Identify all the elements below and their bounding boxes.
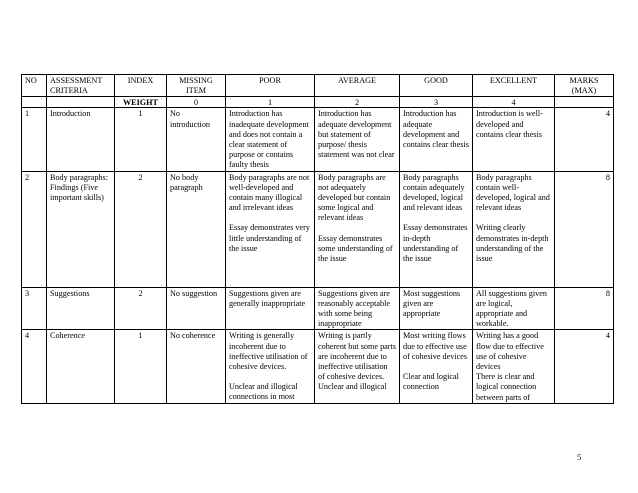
header-excellent: EXCELLENT [473,75,555,97]
row-index: 2 [115,287,167,330]
weight-label: WEIGHT [115,97,167,108]
row-poor: Introduction has inadequate development and does not contain a clear statement of purpose or contains faulty thesis [226,108,315,171]
table-row [22,108,614,171]
row-index: 1 [115,108,167,171]
table-row [22,330,614,403]
row-excellent-text: Body paragraphs contain well-developed, logical and relevant ideas [476,172,550,213]
row-poor-text-2: Essay demonstrates very little understanding of the issue [229,223,310,253]
row-poor: Suggestions given are generally inappropriate [226,287,315,330]
row-missing: No body paragraph [167,171,226,287]
row-number: 2 [22,171,47,287]
row-excellent [473,330,555,403]
header-poor: POOR [226,75,315,97]
header-criteria: ASSESSMENT CRITERIA [47,75,115,97]
row-missing: No introduction [167,108,226,171]
row-average-text: Writing is partly coherent but some parts are incoherent due to ineffective utilisation of cohesive devices. [318,331,396,382]
row-good-text-2: Clear and logical connection [403,372,459,392]
header-good: GOOD [400,75,473,97]
header-missing-item: MISSING ITEM [167,75,226,97]
row-average-text: Body paragraphs are not adequately developed but contain some logical and relevant ideas [318,172,391,223]
row-good-text: Body paragraphs contain adequately developed, logical and relevant ideas [403,172,465,213]
row-missing: No suggestion [167,287,226,330]
row-average [315,171,400,287]
row-marks: 4 [555,330,614,403]
row-criteria: Introduction [47,108,115,171]
weight-excellent: 4 [473,97,555,108]
row-good-text: Most writing flows due to effective use of cohesive devices [403,331,468,361]
row-excellent [473,171,555,287]
row-poor-text-2: Unclear and illogical connections in most [229,382,298,402]
row-excellent-text-2: Writing clearly demonstrates in-depth understanding of the issue [476,223,549,264]
row-number: 4 [22,330,47,403]
row-poor [226,330,315,403]
header-index: INDEX [115,75,167,97]
row-missing: No coherence [167,330,226,403]
weight-row [22,97,614,108]
weight-blank-criteria [47,97,115,108]
row-average-text-2: Essay demonstrates some understanding of the issue [318,233,393,264]
weight-good: 3 [400,97,473,108]
row-poor-text: Body paragraphs are not well-developed and contain many illogical and irrelevant ideas [229,172,310,213]
row-index: 1 [115,330,167,403]
row-criteria: Body paragraphs: Findings (Five important skills) [47,171,115,287]
row-average [315,330,400,403]
assessment-rubric-table [21,74,614,404]
table-row [22,287,614,330]
header-row [22,75,614,97]
row-marks: 4 [555,108,614,171]
page-number: 5 [577,452,582,462]
row-good-text-2: Essay demonstrates in-depth understanding of the issue [403,223,468,264]
row-number: 3 [22,287,47,330]
row-good [400,171,473,287]
row-criteria: Coherence [47,330,115,403]
row-marks: 8 [555,171,614,287]
row-average: Suggestions given are reasonably acceptable with some being inappropriate [315,287,400,330]
row-criteria: Suggestions [47,287,115,330]
row-excellent: Introduction is well-developed and contains clear thesis [473,108,555,171]
table-row [22,171,614,287]
row-marks: 8 [555,287,614,330]
row-number: 1 [22,108,47,171]
row-excellent: All suggestions given are logical, appropriate and workable. [473,287,555,330]
weight-blank-marks [555,97,614,108]
row-excellent-text-2: There is clear and logical connection between parts of [476,372,537,402]
weight-blank-no [22,97,47,108]
row-average-text-2: Unclear and illogical [318,382,387,392]
header-average: AVERAGE [315,75,400,97]
row-index: 2 [115,171,167,287]
row-good: Introduction has adequate development and contains clear thesis [400,108,473,171]
row-poor [226,171,315,287]
row-good: Most suggestions given are appropriate [400,287,473,330]
row-average: Introduction has adequate development but statement of purpose/ thesis statement was not clear [315,108,400,171]
header-marks: MARKS (MAX) [555,75,614,97]
weight-poor: 1 [226,97,315,108]
weight-missing: 0 [167,97,226,108]
row-poor-text: Writing is generally incoherent due to ineffective utilisation of cohesive devices. [229,331,308,372]
row-good [400,330,473,403]
header-no: NO [22,75,47,97]
row-excellent-text: Writing has a good flow due to effective use of cohesive devices [476,331,544,372]
weight-average: 2 [315,97,400,108]
